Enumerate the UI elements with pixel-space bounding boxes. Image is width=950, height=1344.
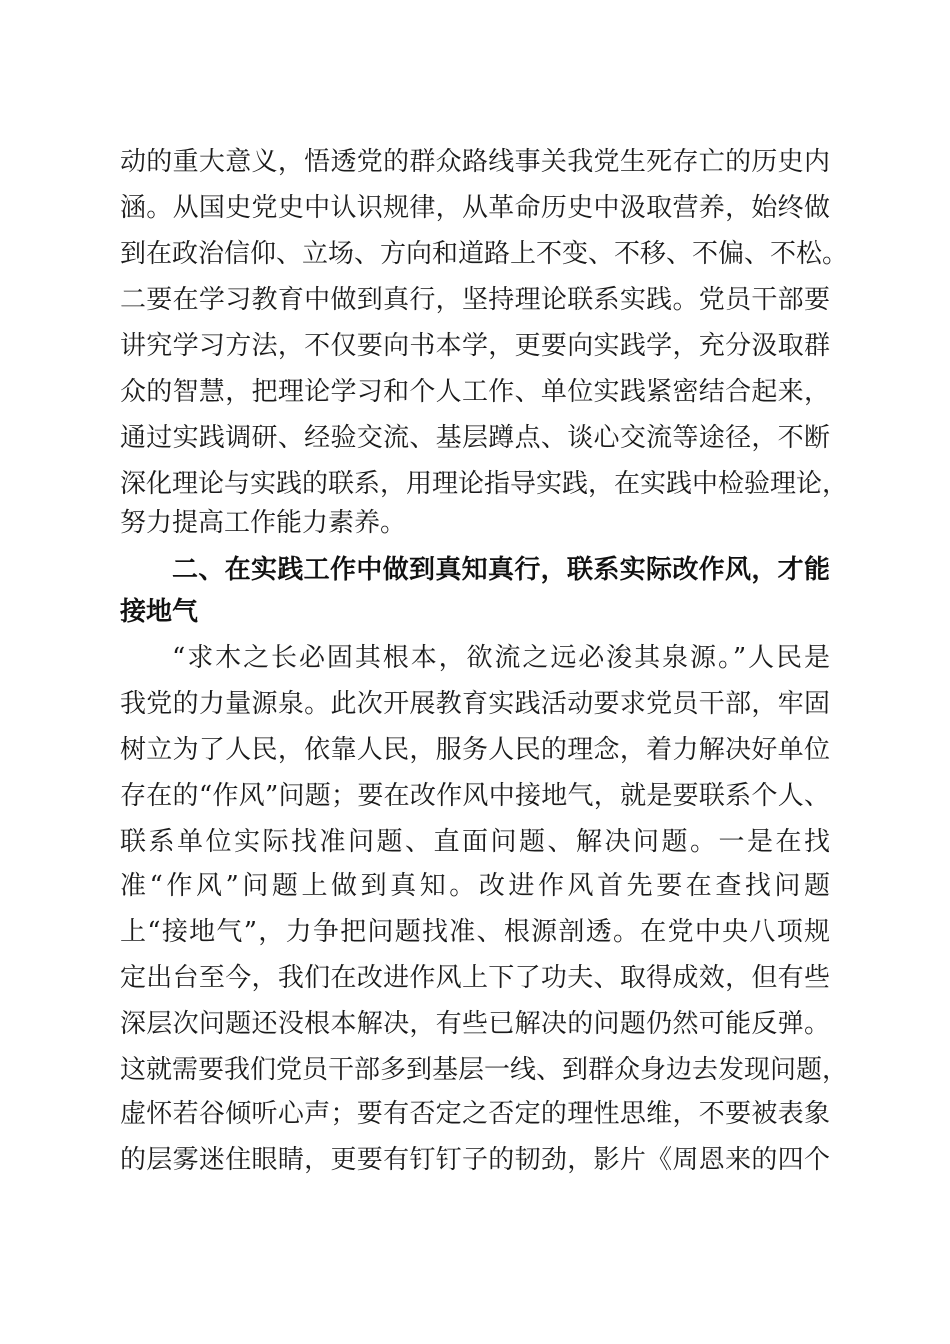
paragraph-line: 到在政治信仰、立场、方向和道路上不变、不移、不偏、不松。	[120, 239, 849, 269]
paragraph-line: 讲究学习方法，不仅要向书本学，更要向实践学，充分汲取群	[120, 331, 830, 361]
paragraph-line: 联系单位实际找准问题、直面问题、解决问题。一是在找	[120, 827, 830, 857]
paragraph-line: 努力提高工作能力素养。	[120, 508, 407, 538]
paragraph-line: 我党的力量源泉。此次开展教育实践活动要求党员干部，牢固	[120, 689, 830, 719]
paragraph-line: 上“接地气”，力争把问题找准、根源剖透。在党中央八项规	[120, 917, 830, 947]
paragraph-line: 涵。从国史党史中认识规律，从革命历史中汲取营养，始终做	[120, 193, 830, 223]
paragraph-line: 准“作风”问题上做到真知。改进作风首先要在查找问题	[120, 871, 830, 901]
paragraph-line: 动的重大意义，悟透党的群众路线事关我党生死存亡的历史内	[120, 147, 830, 177]
paragraph-line: 二要在学习教育中做到真行，坚持理论联系实践。党员干部要	[120, 285, 830, 315]
paragraph-line: 虚怀若谷倾听心声；要有否定之否定的理性思维，不要被表象	[120, 1099, 830, 1129]
paragraph-line: 深化理论与实践的联系，用理论指导实践，在实践中检验理论，	[120, 469, 849, 499]
paragraph-line: 众的智慧，把理论学习和个人工作、单位实践紧密结合起来，	[120, 377, 830, 407]
paragraph-line: 树立为了人民，依靠人民，服务人民的理念，着力解决好单位	[120, 735, 830, 765]
paragraph-line: 定出台至今，我们在改进作风上下了功夫、取得成效，但有些	[120, 963, 830, 993]
paragraph-line: 深层次问题还没根本解决，有些已解决的问题仍然可能反弹。	[120, 1009, 830, 1039]
section-heading: 二、在实践工作中做到真知真行，联系实际改作风，才能	[172, 555, 830, 585]
section-heading: 接地气	[120, 597, 199, 627]
paragraph-line: 通过实践调研、经验交流、基层蹲点、谈心交流等途径，不断	[120, 423, 830, 453]
paragraph-line: 存在的“作风”问题；要在改作风中接地气，就是要联系个人、	[120, 781, 830, 811]
paragraph-line: 的层雾迷住眼睛，更要有钉钉子的韧劲，影片《周恩来的四个	[120, 1145, 830, 1175]
paragraph-line: “求木之长必固其根本，欲流之远必浚其泉源。”人民是	[172, 643, 830, 673]
paragraph-line: 这就需要我们党员干部多到基层一线、到群众身边去发现问题，	[120, 1055, 849, 1085]
